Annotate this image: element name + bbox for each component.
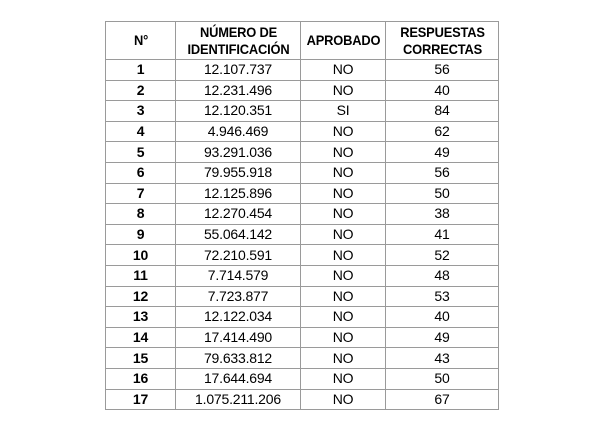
row-number-cell: 14 <box>106 327 176 348</box>
table-row <box>106 265 499 286</box>
approved-cell: NO <box>301 327 386 348</box>
table-row <box>106 286 499 307</box>
table-row <box>106 183 499 204</box>
correct-answers-cell: 56 <box>386 162 499 183</box>
identification-cell: 79.633.812 <box>176 348 301 369</box>
approved-cell: NO <box>301 183 386 204</box>
approved-cell: NO <box>301 245 386 266</box>
table-row <box>106 307 499 328</box>
row-number-cell: 6 <box>106 162 176 183</box>
row-number-cell: 5 <box>106 142 176 163</box>
identification-cell: 12.120.351 <box>176 101 301 122</box>
row-number-cell: 2 <box>106 80 176 101</box>
correct-answers-cell: 43 <box>386 348 499 369</box>
correct-answers-cell: 48 <box>386 265 499 286</box>
table-row <box>106 368 499 389</box>
approved-cell: NO <box>301 204 386 225</box>
header-approved: APROBADO <box>304 22 382 60</box>
correct-answers-cell: 50 <box>386 183 499 204</box>
approved-cell: NO <box>301 265 386 286</box>
correct-answers-cell: 41 <box>386 224 499 245</box>
table-body <box>106 60 499 410</box>
table-row <box>106 121 499 142</box>
identification-cell: 12.125.896 <box>176 183 301 204</box>
approved-cell: NO <box>301 389 386 410</box>
identification-cell: 7.714.579 <box>176 265 301 286</box>
row-number-cell: 17 <box>106 389 176 410</box>
row-number-cell: 12 <box>106 286 176 307</box>
identification-cell: 12.270.454 <box>176 204 301 225</box>
correct-answers-cell: 53 <box>386 286 499 307</box>
identification-cell: 17.644.694 <box>176 368 301 389</box>
identification-cell: 79.955.918 <box>176 162 301 183</box>
correct-answers-cell: 40 <box>386 80 499 101</box>
correct-answers-cell: 40 <box>386 307 499 328</box>
correct-answers-cell: 49 <box>386 142 499 163</box>
identification-cell: 12.107.737 <box>176 60 301 81</box>
approved-cell: NO <box>301 224 386 245</box>
row-number-cell: 9 <box>106 224 176 245</box>
identification-cell: 55.064.142 <box>176 224 301 245</box>
approved-cell: SI <box>301 101 386 122</box>
table-row <box>106 60 499 81</box>
row-number-cell: 7 <box>106 183 176 204</box>
correct-answers-cell: 52 <box>386 245 499 266</box>
identification-cell: 93.291.036 <box>176 142 301 163</box>
row-number-cell: 11 <box>106 265 176 286</box>
identification-cell: 12.231.496 <box>176 80 301 101</box>
row-number-cell: 10 <box>106 245 176 266</box>
table-row <box>106 224 499 245</box>
correct-answers-cell: 50 <box>386 368 499 389</box>
approved-cell: NO <box>301 162 386 183</box>
approved-cell: NO <box>301 121 386 142</box>
approved-cell: NO <box>301 142 386 163</box>
correct-answers-cell: 38 <box>386 204 499 225</box>
table-row <box>106 348 499 369</box>
identification-cell: 7.723.877 <box>176 286 301 307</box>
correct-answers-cell: 56 <box>386 60 499 81</box>
results-table <box>105 21 499 410</box>
table-row <box>106 80 499 101</box>
row-number-cell: 8 <box>106 204 176 225</box>
table-row <box>106 142 499 163</box>
header-correct-answers: RESPUESTAS CORRECTAS <box>390 22 494 60</box>
table-row <box>106 162 499 183</box>
table-row <box>106 389 499 410</box>
header-row <box>106 22 499 60</box>
header-number: N° <box>108 22 172 60</box>
approved-cell: NO <box>301 286 386 307</box>
table-row <box>106 101 499 122</box>
approved-cell: NO <box>301 60 386 81</box>
row-number-cell: 4 <box>106 121 176 142</box>
identification-cell: 17.414.490 <box>176 327 301 348</box>
approved-cell: NO <box>301 348 386 369</box>
table-row <box>106 245 499 266</box>
approved-cell: NO <box>301 307 386 328</box>
identification-cell: 4.946.469 <box>176 121 301 142</box>
table-row <box>106 327 499 348</box>
header-identification: NÚMERO DE IDENTIFICACIÓN <box>181 22 296 60</box>
row-number-cell: 1 <box>106 60 176 81</box>
identification-cell: 72.210.591 <box>176 245 301 266</box>
correct-answers-cell: 49 <box>386 327 499 348</box>
row-number-cell: 16 <box>106 368 176 389</box>
row-number-cell: 13 <box>106 307 176 328</box>
correct-answers-cell: 67 <box>386 389 499 410</box>
identification-cell: 12.122.034 <box>176 307 301 328</box>
approved-cell: NO <box>301 80 386 101</box>
approved-cell: NO <box>301 368 386 389</box>
row-number-cell: 3 <box>106 101 176 122</box>
correct-answers-cell: 62 <box>386 121 499 142</box>
correct-answers-cell: 84 <box>386 101 499 122</box>
identification-cell: 1.075.211.206 <box>176 389 301 410</box>
row-number-cell: 15 <box>106 348 176 369</box>
table-row <box>106 204 499 225</box>
